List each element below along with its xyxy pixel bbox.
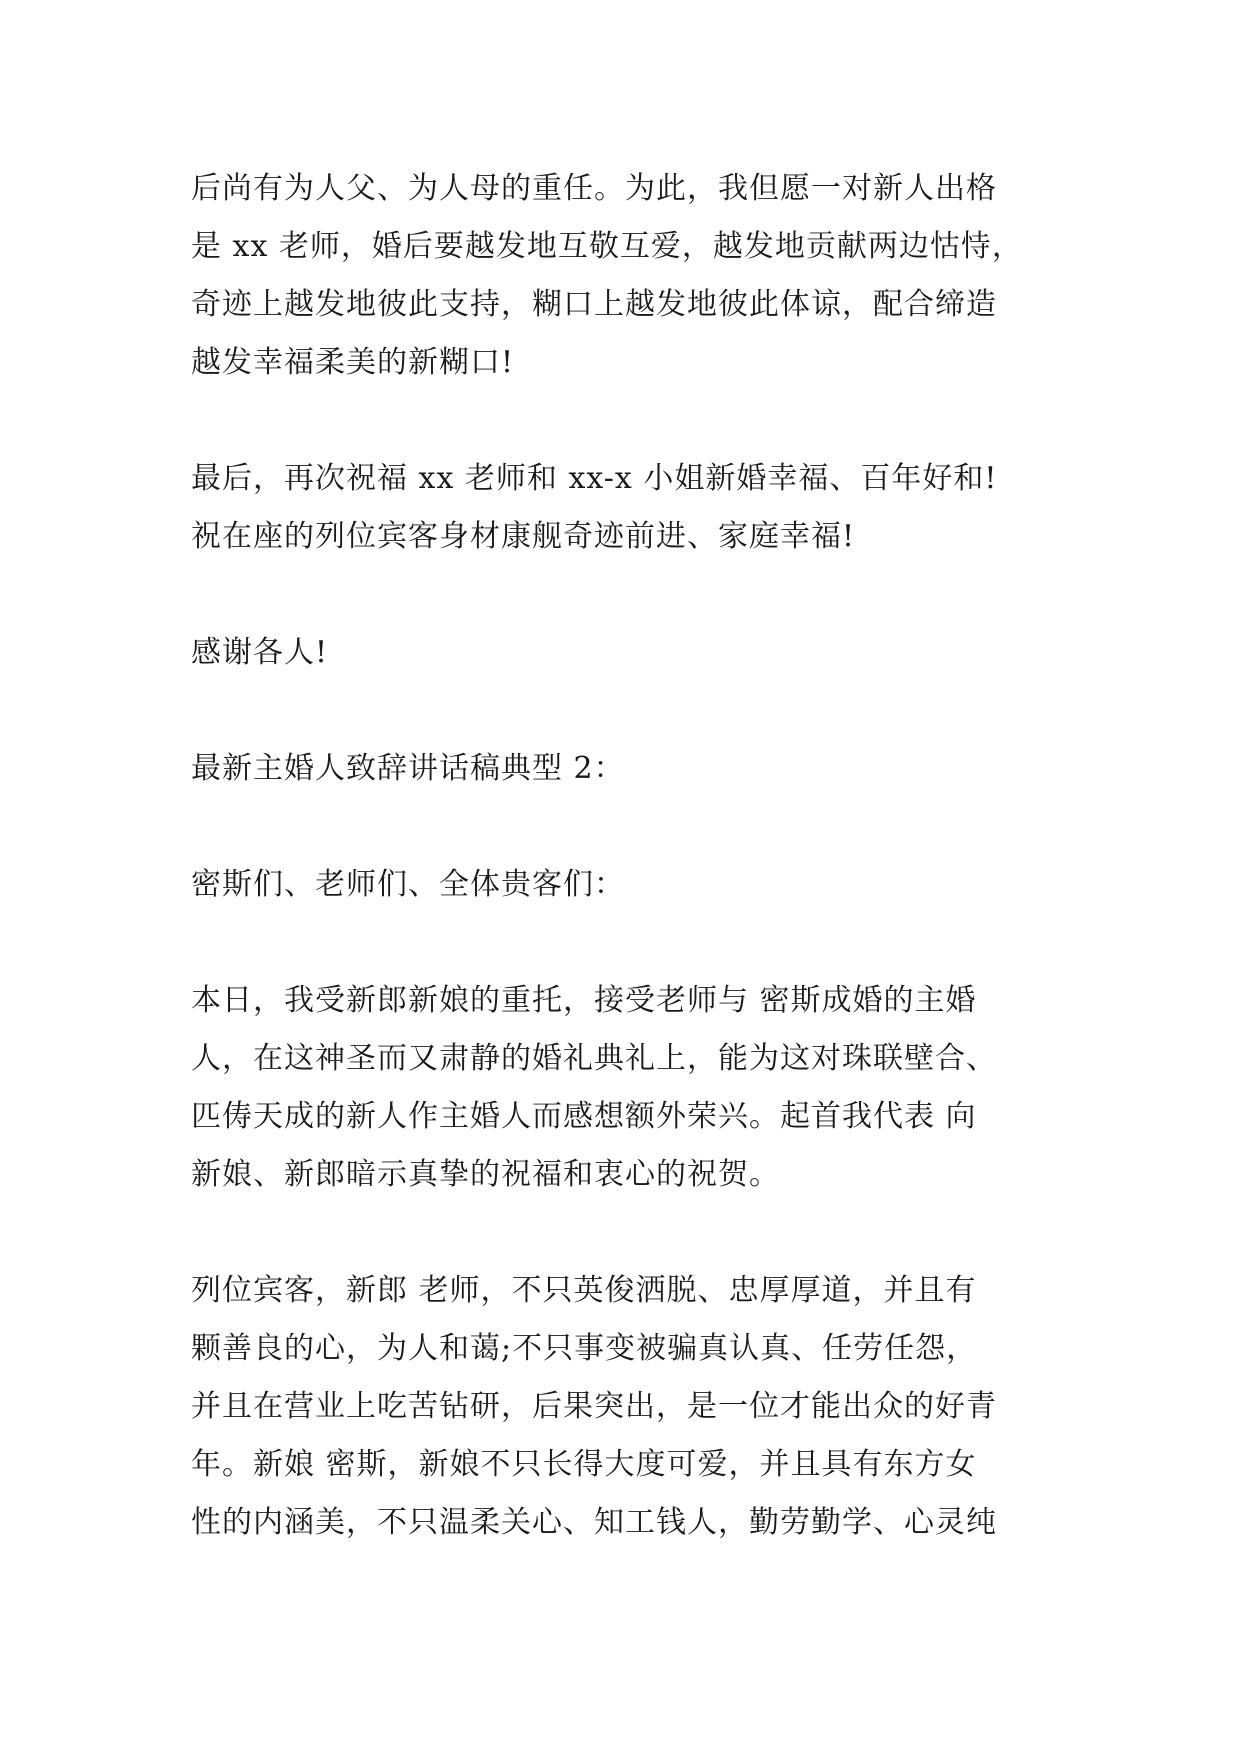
text-line: 年。新娘 密斯，新娘不只长得大度可爱，并且具有东方女 (191, 1447, 977, 1482)
text-line: 奇迹上越发地彼此支持，糊口上越发地彼此体谅，配合缔造 (191, 287, 997, 322)
paragraph (191, 624, 1091, 682)
text-line: 列位宾客，新郎 老师，不只英俊洒脱、忠厚厚道，并且有 (191, 1273, 977, 1308)
section-heading (191, 740, 1091, 798)
text-line: 本日，我受新郎新娘的重托，接受老师与 密斯成婚的主婚 (191, 983, 977, 1018)
text-line: 新娘、新郎暗示真挚的祝福和衷心的祝贺。 (191, 1157, 780, 1192)
paragraph (191, 160, 1091, 392)
text-line: 最新主婚人致辞讲话稿典型 2： (191, 751, 625, 786)
text-line: 性的内涵美，不只温柔关心、知工钱人，勤劳勤学、心灵纯 (191, 1505, 997, 1540)
text-line: 祝在座的列位宾客身材康舰奇迹前进、家庭幸福! (191, 519, 856, 554)
text-line: 越发幸福柔美的新糊口! (191, 345, 515, 380)
text-line: 感谢各人! (191, 635, 329, 670)
paragraph (191, 450, 1091, 566)
document-body (191, 160, 1091, 1610)
paragraph (191, 1262, 1091, 1552)
salutation (191, 856, 1091, 914)
text-line: 是 xx 老师，婚后要越发地互敬互爱，越发地贡献两边怙恃， (191, 229, 1023, 264)
text-line: 并且在营业上吃苦钻研，后果突出，是一位才能出众的好青 (191, 1389, 997, 1424)
text-line: 后尚有为人父、为人母的重任。为此，我但愿一对新人出格 (191, 171, 997, 206)
text-line: 颗善良的心，为人和蔼;不只事变被骗真认真、任劳任怨， (191, 1331, 978, 1366)
text-line: 密斯们、老师们、全体贵客们： (191, 867, 625, 902)
text-line: 最后，再次祝福 xx 老师和 xx-x 小姐新婚幸福、百年好和! (191, 461, 998, 496)
text-line: 人，在这神圣而又肃静的婚礼典礼上，能为这对珠联壁合、 (191, 1041, 997, 1076)
paragraph (191, 972, 1091, 1204)
text-line: 匹俦天成的新人作主婚人而感想额外荣兴。起首我代表 向 (191, 1099, 977, 1134)
